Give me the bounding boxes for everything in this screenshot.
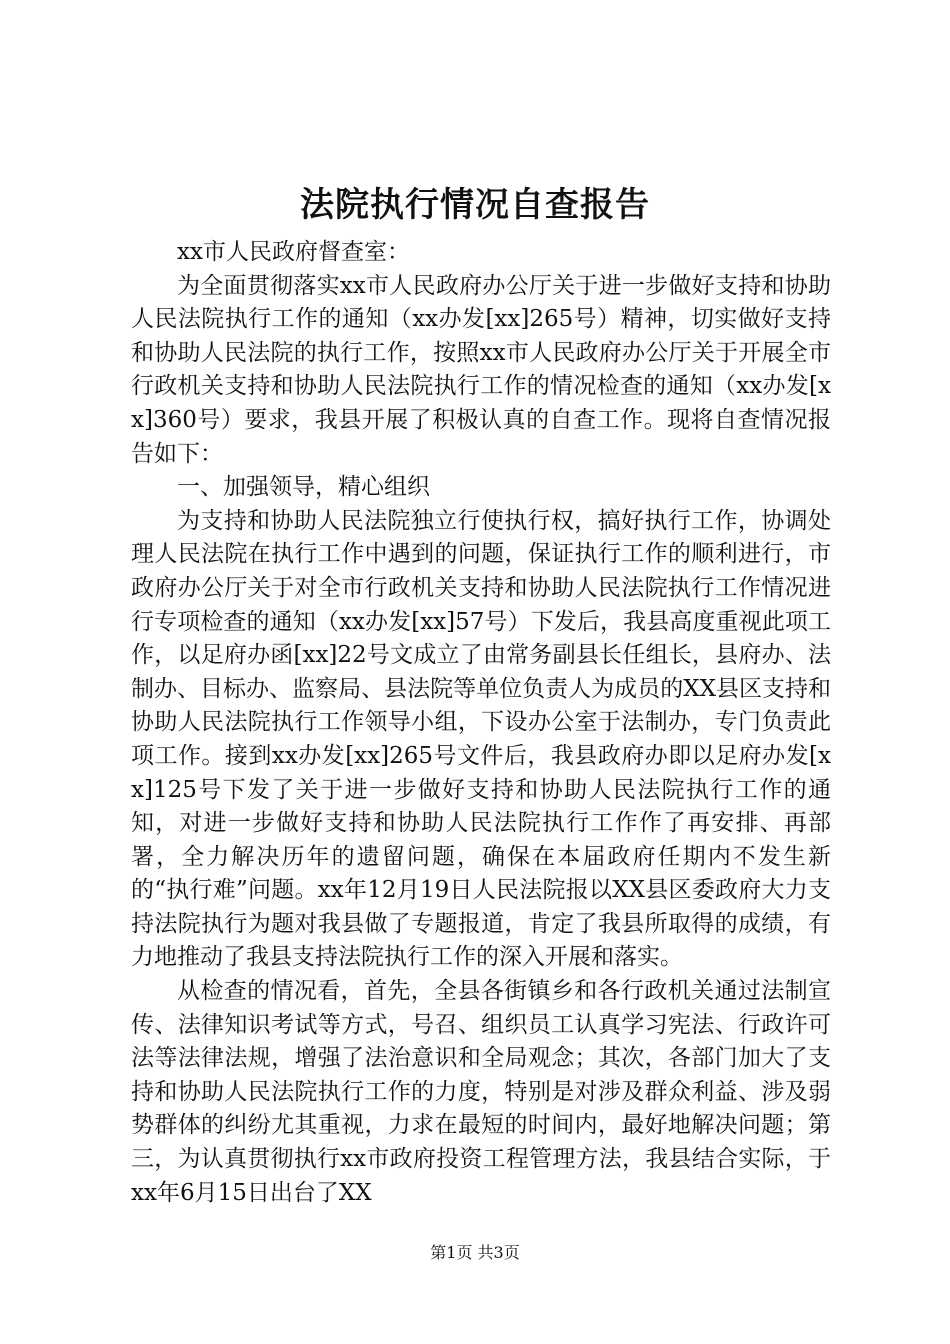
salutation: xx市人民政府督查室：	[177, 239, 410, 265]
page-number-footer: 第1页 共3页	[430, 1243, 520, 1262]
section-heading: 一、加强领导，精心组织	[177, 474, 430, 501]
document-body	[131, 236, 831, 1210]
paragraph-leadership: 为支持和协助人民法院独立行使执行权，搞好执行工作，协调处理人民法院在执行工作中遇到的问题，保证执行工作的顺利进行，市政府办公厅关于对全市行政机关支持和协助人民法院执行工作情况进行专项检查的通知（xx办发[xx]57号）下发后，我县高度重视此项工作，以足府办函[xx]22号文成立了由常务副县长任组长，县府办、法制办、目标办、监察局、县法院等单位负责人为成员的XX县区支持和协助人民法院执行工作领导小组，下设办公室于法制办，专门负责此项工作。接到xx办发[xx]265号文件后，我县政府办即以足府办发[xx]125号下发了关于进一步做好支持和协助人民法院执行工作的通知，对进一步做好支持和协助人民法院执行工作作了再安排、再部署，全力解决历年的遗留问题，确保在本届政府任期内不发生新的“执行难”问题。xx年12月19日人民法院报以XX县区委政府大力支持法院执行为题对我县做了专题报道，肯定了我县所取得的成绩，有力地推动了我县支持法院执行工作的深入开展和落实。	[131, 507, 831, 971]
document-title: 法院执行情况自查报告	[300, 185, 650, 225]
paragraph-inspection: 从检查的情况看，首先，全县各街镇乡和各行政机关通过法制宣传、法律知识考试等方式，号召、组织员工认真学习宪法、行政许可法等法律法规，增强了法治意识和全局观念；其次，各部门加大了支持和协助人民法院执行工作的力度，特别是对涉及群众利益、涉及弱势群体的纠纷尤其重视，力求在最短的时间内，最好地解决问题；第三，为认真贯彻执行xx市政府投资工程管理方法，我县结合实际，于xx年6月15日出台了XX	[131, 978, 831, 1206]
paragraph-intro: 为全面贯彻落实xx市人民政府办公厅关于进一步做好支持和协助人民法院执行工作的通知（xx办发[xx]265号）精神，切实做好支持和协助人民法院的执行工作，按照xx市人民政府办公厅关于开展全市行政机关支持和协助人民法院执行工作的情况检查的通知（xx办发[xx]360号）要求，我县开展了积极认真的自查工作。现将自查情况报告如下：	[131, 272, 831, 467]
